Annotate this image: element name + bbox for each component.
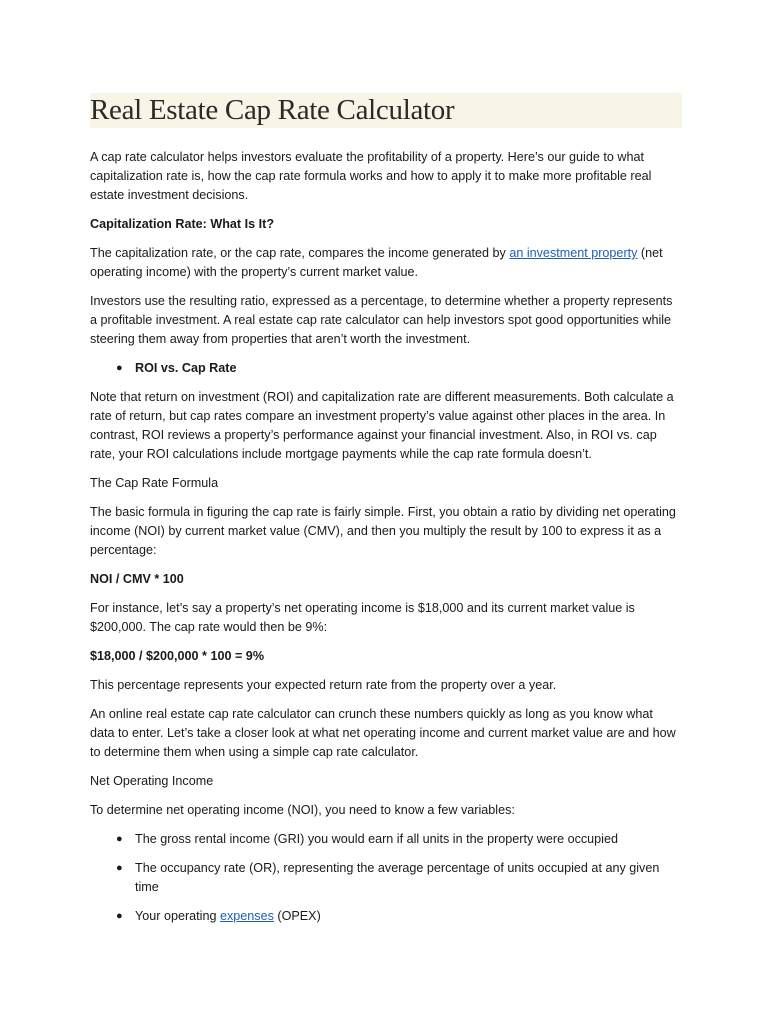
- text-segment: Your operating: [135, 909, 220, 923]
- text-segment: The capitalization rate, or the cap rate, compares the income generated by: [90, 246, 510, 260]
- list-item: [90, 907, 680, 926]
- heading-what-is-it: Capitalization Rate: What Is It?: [90, 217, 275, 231]
- paragraph-noi-variables: To determine net operating income (NOI), you need to know a few variables:: [90, 803, 515, 817]
- list-item: [90, 830, 680, 849]
- paragraph-instance: For instance, let’s say a property’s net operating income is $18,000 and its current market value is $200,000. The cap rate would then be 9%:: [90, 601, 635, 634]
- bullet-list-roi: [90, 359, 680, 378]
- list-item: [90, 859, 680, 897]
- intro-paragraph: A cap rate calculator helps investors evaluate the profitability of a property. Here’s our guide to what capitalization rate is, how the cap rate formula works and how to apply it to make more profitable real estate investment decisions.: [90, 150, 652, 202]
- bullet-icon: ●: [116, 362, 123, 374]
- bullet-icon: ●: [116, 833, 123, 845]
- paragraph-percentage: This percentage represents your expected return rate from the property over a year.: [90, 678, 557, 692]
- document-page: [90, 93, 680, 926]
- paragraph-basic-formula: The basic formula in figuring the cap rate is fairly simple. First, you obtain a ratio by dividing net operating income (NOI) by current market value (CMV), and then you multiply the result by 100 to express it as a percentage:: [90, 505, 676, 557]
- text-segment: (OPEX): [273, 909, 321, 923]
- heading-noi: Net Operating Income: [90, 774, 214, 788]
- paragraph-roi-vs-cap: Note that return on investment (ROI) and capitalization rate are different measurements. Both calculate a rate of return, but cap rates compare an investment property’s value against other places in the area. In contrast, ROI reviews a property’s performance against your financial investment. Also, in ROI vs. cap rate, your ROI calculations include mortgage payments while the cap rate formula doesn’t.: [90, 390, 674, 461]
- bullet-icon: ●: [116, 910, 123, 922]
- list-item-label: The gross rental income (GRI) you would earn if all units in the property were occupied: [135, 832, 618, 846]
- list-item-label: The occupancy rate (OR), representing the average percentage of units occupied at any given time: [135, 861, 660, 894]
- page-title: Real Estate Cap Rate Calculator: [90, 94, 455, 126]
- expenses-link[interactable]: expenses: [219, 909, 274, 923]
- paragraph-cap-rate-definition: [90, 244, 680, 282]
- title-band: [90, 93, 682, 128]
- investment-property-link[interactable]: an investment property: [509, 246, 638, 260]
- formula-text: NOI / CMV * 100: [90, 572, 184, 586]
- text-segment: (net operating income) with the property’s current market value.: [90, 246, 663, 279]
- example-calculation: $18,000 / $200,000 * 100 = 9%: [90, 649, 265, 663]
- paragraph-investors: Investors use the resulting ratio, expressed as a percentage, to determine whether a property represents a profitable investment. A real estate cap rate calculator can help investors spot good opportunities while steering them away from properties that aren’t worth the investment.: [90, 294, 673, 346]
- bullet-list-noi: [90, 830, 680, 926]
- paragraph-online-calculator: An online real estate cap rate calculator can crunch these numbers quickly as long as you know what data to enter. Let’s take a closer look at what net operating income and current market value are and how to determine them when using a simple cap rate calculator.: [90, 707, 676, 759]
- list-item: [90, 359, 680, 378]
- list-item-label: ROI vs. Cap Rate: [135, 361, 237, 375]
- bullet-icon: ●: [116, 862, 123, 874]
- heading-formula: The Cap Rate Formula: [90, 476, 219, 490]
